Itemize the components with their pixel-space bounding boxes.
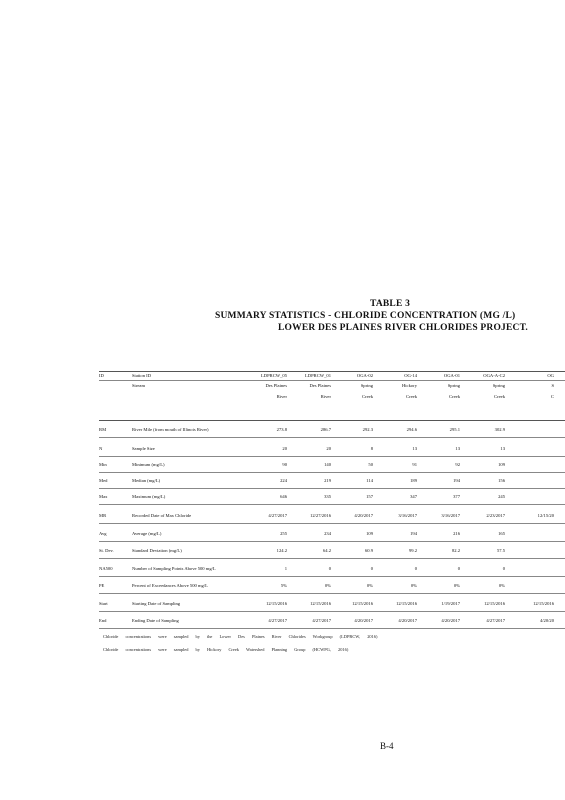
table-cell: 255 (280, 531, 287, 536)
table-cell: 0 (328, 566, 331, 571)
table-cell: 0% (366, 583, 373, 588)
stream-name: Hickory (401, 383, 417, 388)
table-cell: 4/27/2017 (486, 618, 505, 623)
table-cell: 8 (370, 446, 373, 451)
table-rule (99, 504, 565, 505)
row-id: RM (99, 427, 107, 432)
row-id: Min (99, 462, 107, 467)
table-cell: 20 (326, 446, 331, 451)
table-cell: 60.9 (364, 548, 373, 553)
table-cell: 156 (498, 478, 505, 483)
table-cell: 64.2 (322, 548, 331, 553)
table-cell: 0% (410, 583, 417, 588)
table-rule (99, 628, 565, 629)
stream-name: S (551, 383, 554, 388)
table-cell: 4/27/2017 (268, 513, 287, 518)
table-cell: 12/15/2016 (396, 601, 417, 606)
row-description: Ending Date of Sampling (132, 618, 179, 623)
stream-type: C (550, 394, 554, 399)
table-cell: 4/20/2017 (398, 618, 417, 623)
table-cell: 3/16/2017 (441, 513, 460, 518)
stream-name: Des Plaines (265, 383, 287, 388)
table-cell: 224 (280, 478, 287, 483)
table-rule (99, 371, 565, 372)
table-cell: 216 (453, 531, 460, 536)
table-rule (99, 472, 565, 473)
row-id: N (99, 446, 103, 451)
table-cell: 109 (498, 462, 505, 467)
footnote-1: Chloride concentrations were sampled by the Lower Des Plaines River Chlorides Workgroup (LDPRCW, 2016) (103, 634, 378, 639)
table-cell: 335 (324, 494, 331, 499)
stream-type: Creek (362, 394, 373, 399)
stream-type: Creek (449, 394, 460, 399)
table-rule (99, 437, 565, 438)
table-cell: 4/20/2017 (354, 513, 373, 518)
table-cell: 1/19/2017 (441, 601, 460, 606)
station-id: OGA-01 (443, 373, 460, 378)
table-cell: 114 (366, 478, 373, 483)
table-cell: 50 (368, 462, 373, 467)
table-cell: 0 (414, 566, 417, 571)
table-cell: 194 (410, 531, 417, 536)
header-station: Station ID (132, 373, 152, 378)
table-cell: 99.2 (408, 548, 417, 553)
table-cell: 109 (366, 531, 373, 536)
row-description: River Mile (from mouth of Illinois River) (132, 427, 209, 432)
table-cell: 0% (324, 583, 331, 588)
stream-name: Spring (360, 383, 373, 388)
table-cell: 12/27/2016 (310, 513, 331, 518)
table-cell: 57.5 (496, 548, 505, 553)
table-cell: 294.6 (406, 427, 417, 432)
station-id: OG-14 (404, 373, 417, 378)
table-cell: 0 (370, 566, 373, 571)
table-rule (99, 380, 565, 381)
stream-type: River (276, 394, 287, 399)
table-rule (99, 456, 565, 457)
stream-type: River (320, 394, 331, 399)
table-cell: 347 (410, 494, 417, 499)
table-cell: 13 (412, 446, 417, 451)
table-cell: 4/20/2017 (354, 618, 373, 623)
table-cell: 140 (324, 462, 331, 467)
table-cell: 12/15/2016 (484, 601, 505, 606)
table-cell: 646 (280, 494, 287, 499)
table-cell: 0% (498, 583, 505, 588)
table-cell: 302.9 (494, 427, 505, 432)
table-cell: 91 (412, 462, 417, 467)
table-rule (99, 558, 565, 559)
table-cell: 4/27/2017 (268, 618, 287, 623)
row-id: PE (99, 583, 105, 588)
table-cell: 165 (498, 531, 505, 536)
table-rule (99, 523, 565, 524)
header-stream: Stream (132, 383, 146, 388)
table-cell: 13 (455, 446, 460, 451)
table-cell: 4/27/2017 (312, 618, 331, 623)
stream-name: Spring (447, 383, 460, 388)
table-cell: 157 (366, 494, 373, 499)
table-cell: 4/20/2017 (441, 618, 460, 623)
row-description: Average (mg/L) (132, 531, 162, 536)
row-description: Recorded Date of Max Chloride (132, 513, 192, 518)
row-description: Number of Sampling Points Above 500 mg/L (132, 566, 216, 571)
stream-name: Spring (492, 383, 505, 388)
row-description: Median (mg/L) (132, 478, 161, 483)
table-cell: 273.8 (276, 427, 287, 432)
page-number: B-4 (380, 741, 394, 751)
table-title (0, 298, 565, 334)
table-rule (99, 541, 565, 542)
table-cell: 219 (324, 478, 331, 483)
table-cell: 2/23/2017 (486, 513, 505, 518)
table-rule (99, 593, 565, 594)
station-id: LDPRCW_05 (260, 373, 287, 378)
footnote-2: Chloride concentrations were sampled by Hickory Creek Watershed Planning Group (HCWPG, 2016) (103, 647, 349, 652)
header-id: ID (99, 373, 104, 378)
table-cell: 124.2 (276, 548, 287, 553)
row-id: Start (99, 601, 108, 606)
table-rule (99, 576, 565, 577)
table-number: TABLE 3 (370, 299, 411, 309)
table-cell: 3/16/2017 (398, 513, 417, 518)
table-cell: 0 (502, 566, 505, 571)
table-cell: 12/15/2016 (266, 601, 287, 606)
table-heading: SUMMARY STATISTICS - CHLORIDE CONCENTRATION (MG /L) (215, 311, 516, 321)
table-cell: 189 (410, 478, 417, 483)
table-rule (99, 420, 565, 421)
table-cell: 20 (282, 446, 287, 451)
row-id: St. Dev. (99, 548, 114, 553)
table-cell: 4/20/20 (539, 618, 554, 623)
table-cell: 12/15/2016 (533, 601, 554, 606)
row-description: Percent of Exceedances Above 500 mg/L (132, 583, 208, 588)
stream-name: Des Plaines (309, 383, 331, 388)
station-id: OG (547, 373, 554, 378)
table-rule (99, 488, 565, 489)
stream-type: Creek (494, 394, 505, 399)
row-description: Standard Deviation (mg/L) (132, 548, 182, 553)
row-id: End (99, 618, 107, 623)
row-description: Maximum (mg/L) (132, 494, 166, 499)
table-cell: 194 (453, 478, 460, 483)
table-cell: 90 (282, 462, 287, 467)
row-id: NA500 (99, 566, 113, 571)
table-cell: 12/15/2016 (310, 601, 331, 606)
table-cell: 92 (455, 462, 460, 467)
row-id: Max (99, 494, 108, 499)
station-id: OGA-A-C2 (483, 373, 505, 378)
table-cell: 82.2 (451, 548, 460, 553)
station-id: OGA-02 (356, 373, 373, 378)
table-cell: 12/15/2016 (352, 601, 373, 606)
project-name: LOWER DES PLAINES RIVER CHLORIDES PROJECT. (278, 323, 528, 333)
table-cell: 1 (284, 566, 287, 571)
row-id: MR (99, 513, 107, 518)
table-cell: 12/15/20 (537, 513, 554, 518)
stream-type: Creek (406, 394, 417, 399)
table-cell: 13 (500, 446, 505, 451)
row-description: Sample Size (132, 446, 155, 451)
table-cell: 286.7 (320, 427, 331, 432)
row-description: Starting Date of Sampling (132, 601, 181, 606)
table-cell: 292.3 (362, 427, 373, 432)
table-cell: 377 (453, 494, 460, 499)
table-cell: 0% (453, 583, 460, 588)
station-id: LDPRCW_01 (304, 373, 331, 378)
table-rule (99, 611, 565, 612)
table-cell: 245 (498, 494, 505, 499)
table-cell: 234 (324, 531, 331, 536)
row-id: Med (99, 478, 108, 483)
row-description: Minimum (mg/L) (132, 462, 165, 467)
table-cell: 0 (457, 566, 460, 571)
table-cell: 5% (280, 583, 287, 588)
table-cell: 295.1 (449, 427, 460, 432)
row-id: Avg (99, 531, 107, 536)
